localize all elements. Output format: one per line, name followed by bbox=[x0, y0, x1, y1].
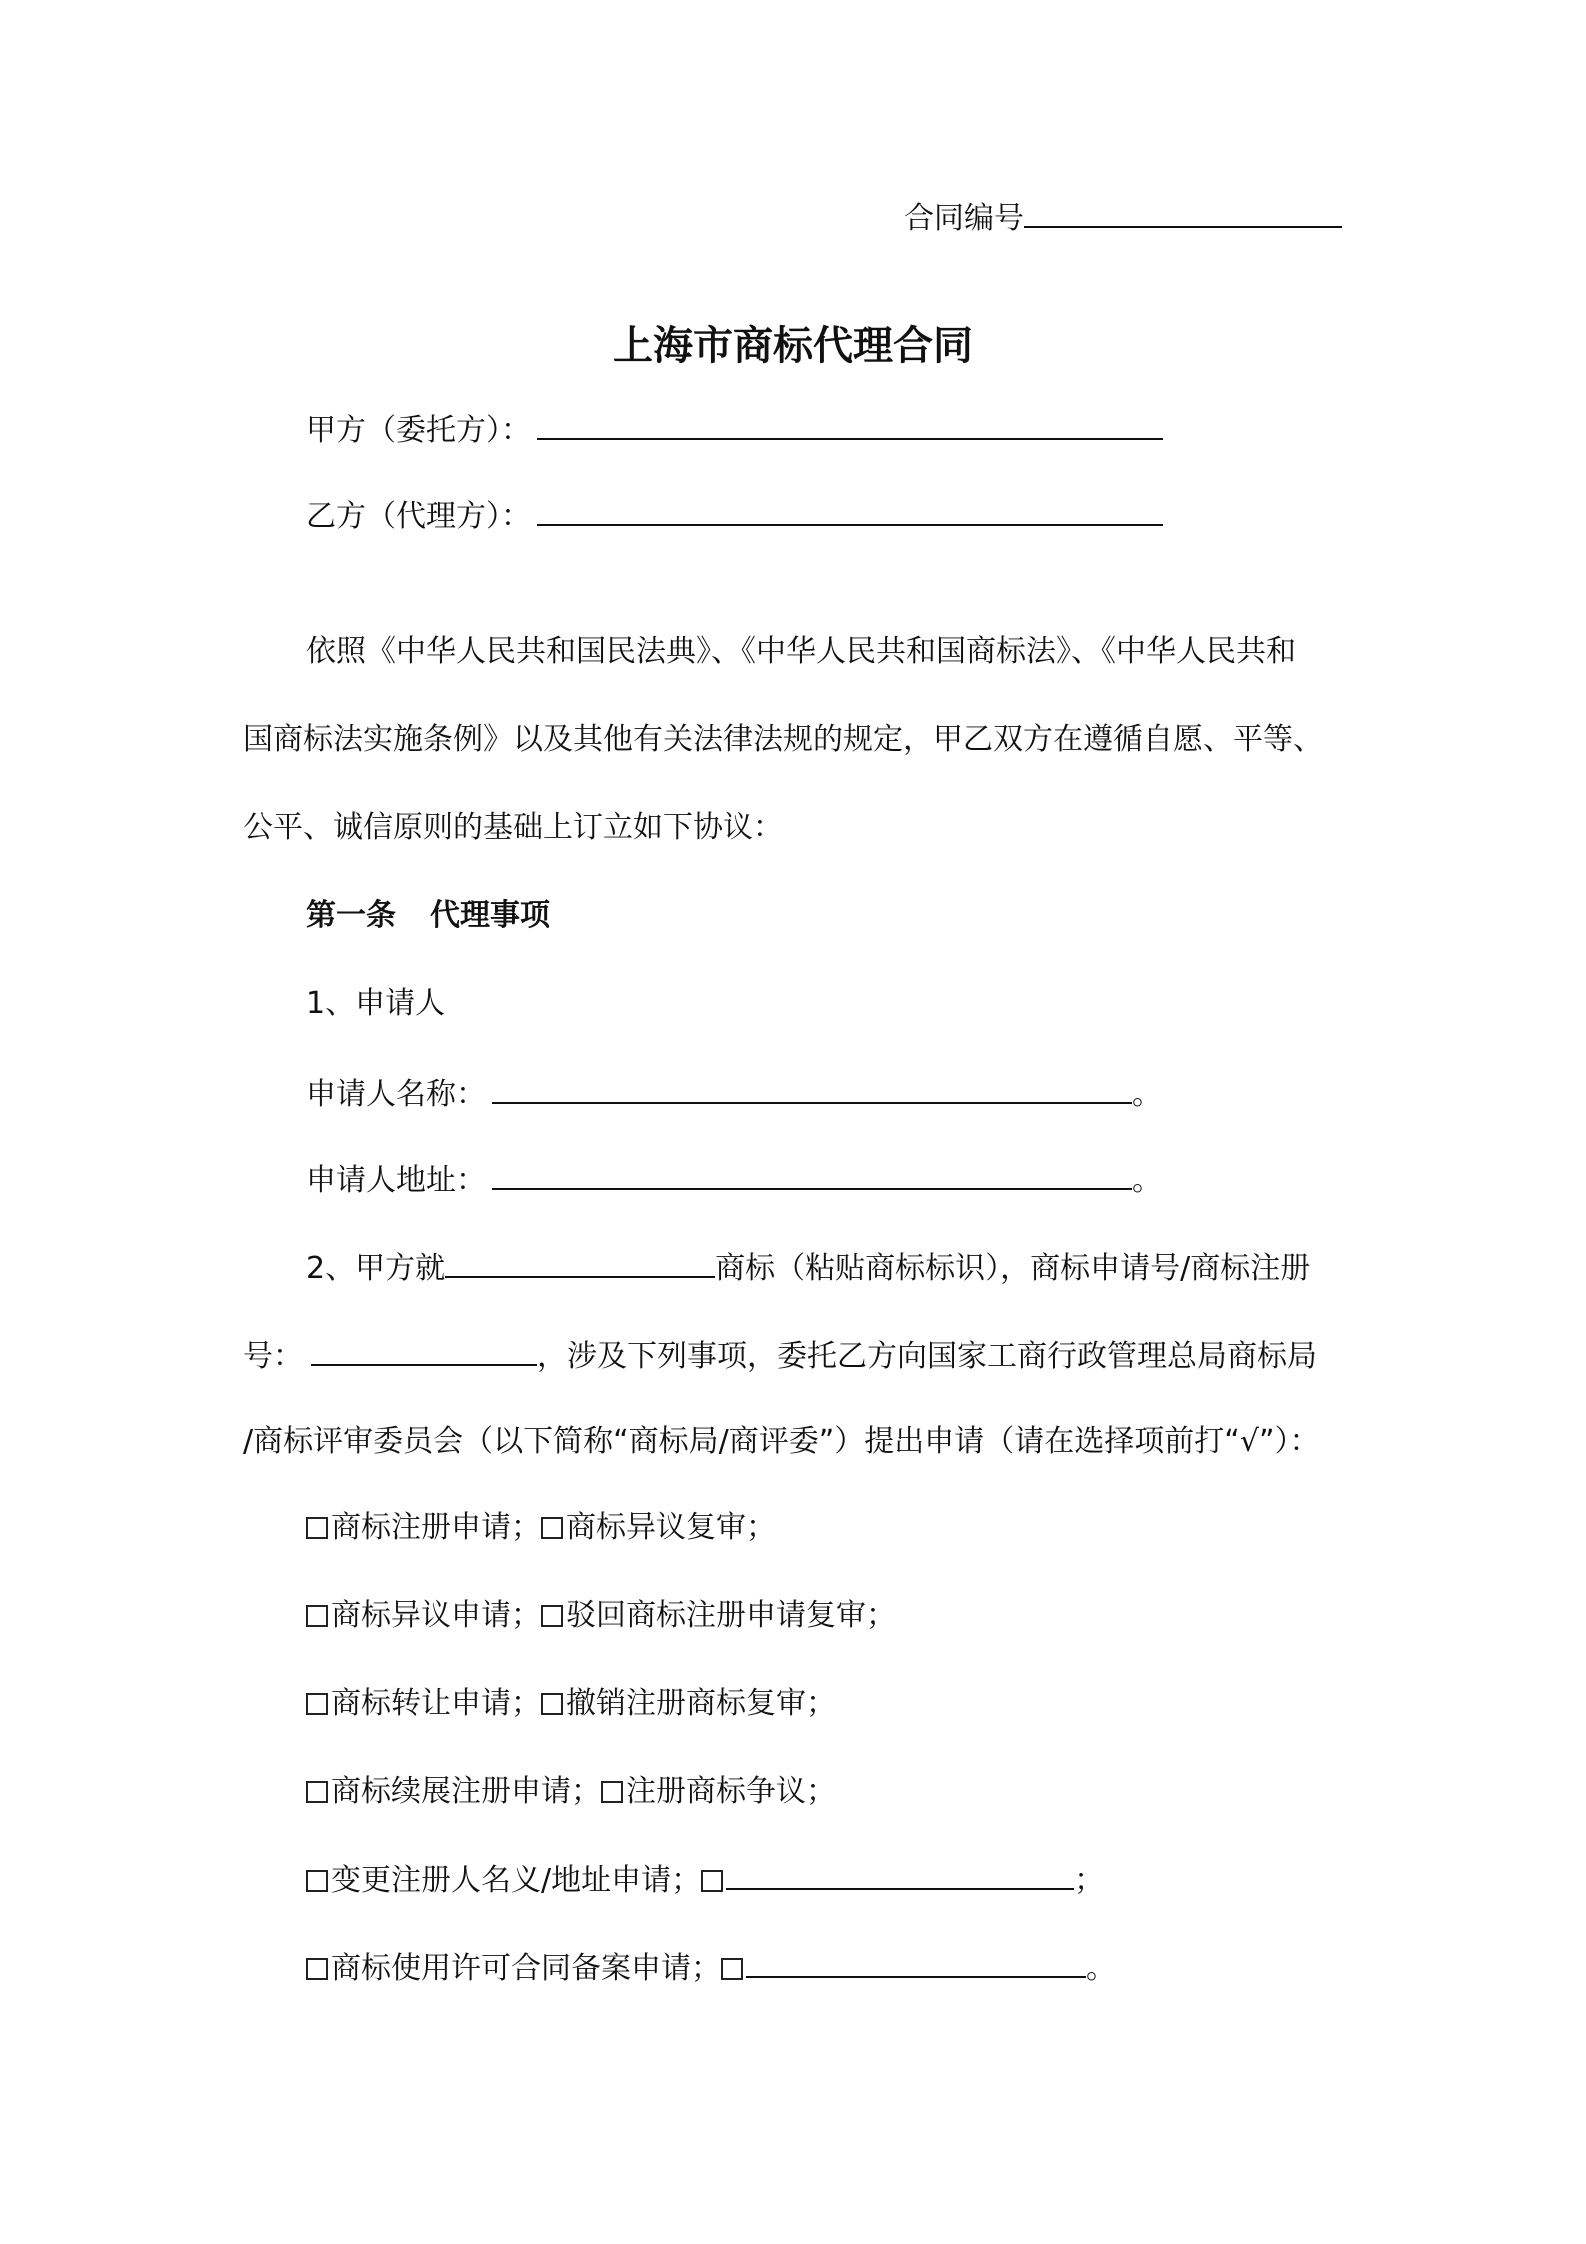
checkbox-other-1[interactable] bbox=[701, 1870, 723, 1892]
item-2-line-3: /商标评审委员会（以下简称“商标局/商评委”）提出申请（请在选择项前打“√”）： bbox=[243, 1424, 1320, 1459]
option-label: 商标续展注册申请； bbox=[331, 1774, 601, 1809]
checkbox-opposition-application[interactable] bbox=[306, 1605, 328, 1627]
option-label: 商标使用许可合同备案申请； bbox=[331, 1951, 721, 1986]
party-b-row bbox=[306, 494, 1163, 537]
option-end: 。 bbox=[1086, 1951, 1116, 1986]
option-label: 变更注册人名义/地址申请； bbox=[331, 1863, 702, 1898]
document-title: 上海市商标代理合同 bbox=[613, 323, 973, 369]
preamble-line-1: 依照《中华人民共和国民法典》、《中华人民共和国商标法》、《中华人民共和 bbox=[306, 634, 1296, 669]
checkbox-change-name-address[interactable] bbox=[306, 1870, 328, 1892]
option-label: 商标异议申请； bbox=[331, 1598, 541, 1633]
item-2-prefix: 2、甲方就 bbox=[306, 1251, 446, 1286]
registration-number-blank[interactable] bbox=[311, 1334, 537, 1366]
option-label: 商标注册申请； bbox=[331, 1510, 541, 1545]
option-label: 注册商标争议； bbox=[626, 1774, 836, 1809]
contract-number-label: 合同编号 bbox=[904, 201, 1024, 236]
other-option-1-blank[interactable] bbox=[726, 1858, 1074, 1890]
checkbox-license-filing[interactable] bbox=[306, 1958, 328, 1980]
party-a-label: 甲方（委托方）： bbox=[306, 413, 531, 448]
checkbox-transfer-application[interactable] bbox=[306, 1693, 328, 1715]
item-2-line-2 bbox=[243, 1334, 1317, 1377]
checkbox-rejection-review[interactable] bbox=[541, 1605, 563, 1627]
contract-number-row bbox=[904, 196, 1342, 239]
item-1-applicant: 1、申请人 bbox=[306, 986, 446, 1021]
option-label: 商标异议复审； bbox=[566, 1510, 776, 1545]
applicant-name-row bbox=[306, 1072, 1162, 1115]
applicant-name-blank[interactable] bbox=[492, 1072, 1132, 1104]
trademark-name-blank[interactable] bbox=[445, 1246, 715, 1278]
applicant-address-period: 。 bbox=[1132, 1163, 1162, 1198]
item-2-line-1 bbox=[306, 1246, 1310, 1289]
checkbox-opposition-review[interactable] bbox=[541, 1517, 563, 1539]
article-1-heading bbox=[306, 896, 550, 936]
option-row-2 bbox=[306, 1596, 896, 1636]
article-1-title: 代理事项 bbox=[430, 898, 550, 933]
preamble-line-3: 公平、诚信原则的基础上订立如下协议： bbox=[243, 810, 783, 845]
contract-number-blank[interactable] bbox=[1024, 196, 1342, 228]
applicant-address-label: 申请人地址： bbox=[306, 1163, 486, 1198]
checkbox-trademark-registration[interactable] bbox=[306, 1517, 328, 1539]
article-1-number: 第一条 bbox=[306, 898, 396, 933]
item-2-mid: 商标（粘贴商标标识），商标申请号/商标注册 bbox=[715, 1251, 1311, 1286]
applicant-address-blank[interactable] bbox=[492, 1158, 1132, 1190]
option-row-3 bbox=[306, 1684, 836, 1724]
item-2-line-2-rest: ，涉及下列事项，委托乙方向国家工商行政管理总局商标局 bbox=[537, 1339, 1317, 1374]
party-a-row bbox=[306, 408, 1163, 451]
checkbox-trademark-dispute[interactable] bbox=[601, 1781, 623, 1803]
option-label: 商标转让申请； bbox=[331, 1686, 541, 1721]
option-end: ； bbox=[1074, 1863, 1105, 1898]
item-2-line-2-prefix: 号： bbox=[243, 1339, 303, 1374]
option-row-5 bbox=[306, 1858, 1104, 1901]
party-b-blank[interactable] bbox=[537, 494, 1163, 526]
option-label: 驳回商标注册申请复审； bbox=[566, 1598, 896, 1633]
checkbox-other-2[interactable] bbox=[721, 1958, 743, 1980]
party-a-blank[interactable] bbox=[537, 408, 1163, 440]
checkbox-revocation-review[interactable] bbox=[541, 1693, 563, 1715]
party-b-label: 乙方（代理方）： bbox=[306, 499, 531, 534]
option-row-4 bbox=[306, 1772, 836, 1812]
preamble-line-2: 国商标法实施条例》以及其他有关法律法规的规定，甲乙双方在遵循自愿、平等、 bbox=[243, 722, 1323, 757]
applicant-name-period: 。 bbox=[1132, 1077, 1162, 1112]
option-row-1 bbox=[306, 1508, 776, 1548]
applicant-name-label: 申请人名称： bbox=[306, 1077, 486, 1112]
option-row-6 bbox=[306, 1946, 1116, 1989]
other-option-2-blank[interactable] bbox=[746, 1946, 1086, 1978]
option-label: 撤销注册商标复审； bbox=[566, 1686, 836, 1721]
checkbox-renewal-application[interactable] bbox=[306, 1781, 328, 1803]
applicant-address-row bbox=[306, 1158, 1162, 1201]
